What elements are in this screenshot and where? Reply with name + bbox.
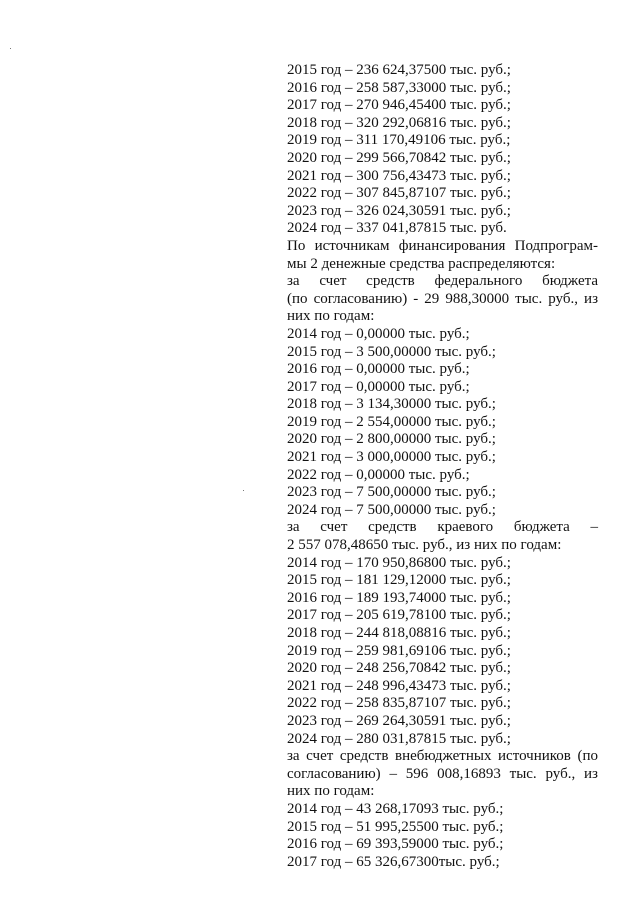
regional-budget-heading: за счет средств краевого бюджета – — [287, 519, 598, 536]
regional-year-line: 2019 год – 259 981,69106 тыс. руб.; — [287, 642, 511, 659]
regional-year-line: 2023 год – 269 264,30591 тыс. руб.; — [287, 712, 511, 729]
federal-year-line: 2020 год – 2 800,00000 тыс. руб.; — [287, 431, 496, 448]
federal-year-line: 2017 год – 0,00000 тыс. руб.; — [287, 378, 470, 395]
year-line: 2022 год – 307 845,87107 тыс. руб.; — [287, 185, 511, 202]
regional-year-line: 2018 год – 244 818,08816 тыс. руб.; — [287, 625, 511, 641]
year-line: 2017 год – 270 946,45400 тыс. руб.; — [287, 97, 511, 114]
federal-year-line: 2016 год – 0,00000 тыс. руб.; — [287, 361, 470, 378]
scan-speck — [243, 490, 244, 491]
extrabudget-year-line: 2014 год – 43 268,17093 тыс. руб.; — [287, 800, 504, 817]
regional-year-line: 2024 год – 280 031,87815 тыс. руб.; — [287, 730, 511, 747]
year-line: 2024 год – 337 041,87815 тыс. руб. — [287, 220, 507, 237]
regional-budget-total: 2 557 078,48650 тыс. руб., из них по годам: — [287, 537, 562, 554]
year-line: 2019 год – 311 170,49106 тыс. руб.; — [287, 132, 511, 149]
federal-year-line: 2014 год – 0,00000 тыс. руб.; — [287, 325, 470, 342]
extrabudget-year-line: 2015 год – 51 995,25500 тыс. руб.; — [287, 818, 504, 835]
federal-year-line: 2018 год – 3 134,30000 тыс. руб.; — [287, 396, 496, 413]
year-line: 2020 год – 299 566,70842 тыс. руб.; — [287, 149, 511, 166]
extrabudget-year-line: 2017 год – 65 326,67300тыс. руб.; — [287, 853, 500, 870]
year-line: 2015 год – 236 624,37500 тыс. руб.; — [287, 62, 511, 78]
regional-year-line: 2014 год – 170 950,86800 тыс. руб.; — [287, 554, 511, 571]
year-line: 2016 год – 258 587,33000 тыс. руб.; — [287, 79, 511, 96]
regional-year-line: 2022 год – 258 835,87107 тыс. руб.; — [287, 695, 511, 712]
extrabudget-total: согласованию) – 596 008,16893 тыс. руб., из — [287, 765, 598, 782]
federal-budget-total: (по согласованию) - 29 988,30000 тыс. руб., из — [287, 290, 598, 307]
federal-year-line: 2021 год – 3 000,00000 тыс. руб.; — [287, 449, 496, 466]
federal-budget-by-years: них по годам: — [287, 308, 375, 325]
intro-paragraph-line: мы 2 денежные средства распределяются: — [287, 255, 556, 272]
federal-year-line: 2023 год – 7 500,00000 тыс. руб.; — [287, 484, 496, 501]
year-line: 2021 год – 300 756,43473 тыс. руб.; — [287, 167, 511, 184]
federal-year-line: 2022 год – 0,00000 тыс. руб.; — [287, 466, 470, 483]
scan-speck — [10, 48, 11, 49]
extrabudget-year-line: 2016 год – 69 393,59000 тыс. руб.; — [287, 836, 504, 853]
extrabudget-heading: за счет средств внебюджетных источников (по — [287, 748, 598, 765]
federal-budget-heading: за счет средств федерального бюджета — [287, 273, 598, 290]
funding-text-block — [287, 62, 598, 871]
extrabudget-by-years: них по годам: — [287, 783, 375, 800]
federal-year-line: 2024 год – 7 500,00000 тыс. руб.; — [287, 501, 496, 518]
regional-year-line: 2021 год – 248 996,43473 тыс. руб.; — [287, 677, 511, 694]
federal-year-line: 2019 год – 2 554,00000 тыс. руб.; — [287, 413, 496, 430]
federal-year-line: 2015 год – 3 500,00000 тыс. руб.; — [287, 343, 496, 360]
regional-year-line: 2020 год – 248 256,70842 тыс. руб.; — [287, 660, 511, 677]
regional-year-line: 2017 год – 205 619,78100 тыс. руб.; — [287, 607, 511, 624]
year-line: 2018 год – 320 292,06816 тыс. руб.; — [287, 114, 511, 131]
year-line: 2023 год – 326 024,30591 тыс. руб.; — [287, 202, 511, 219]
regional-year-line: 2015 год – 181 129,12000 тыс. руб.; — [287, 572, 511, 589]
intro-paragraph-line: По источникам финансирования Подпрограм- — [287, 237, 598, 254]
regional-year-line: 2016 год – 189 193,74000 тыс. руб.; — [287, 589, 511, 606]
